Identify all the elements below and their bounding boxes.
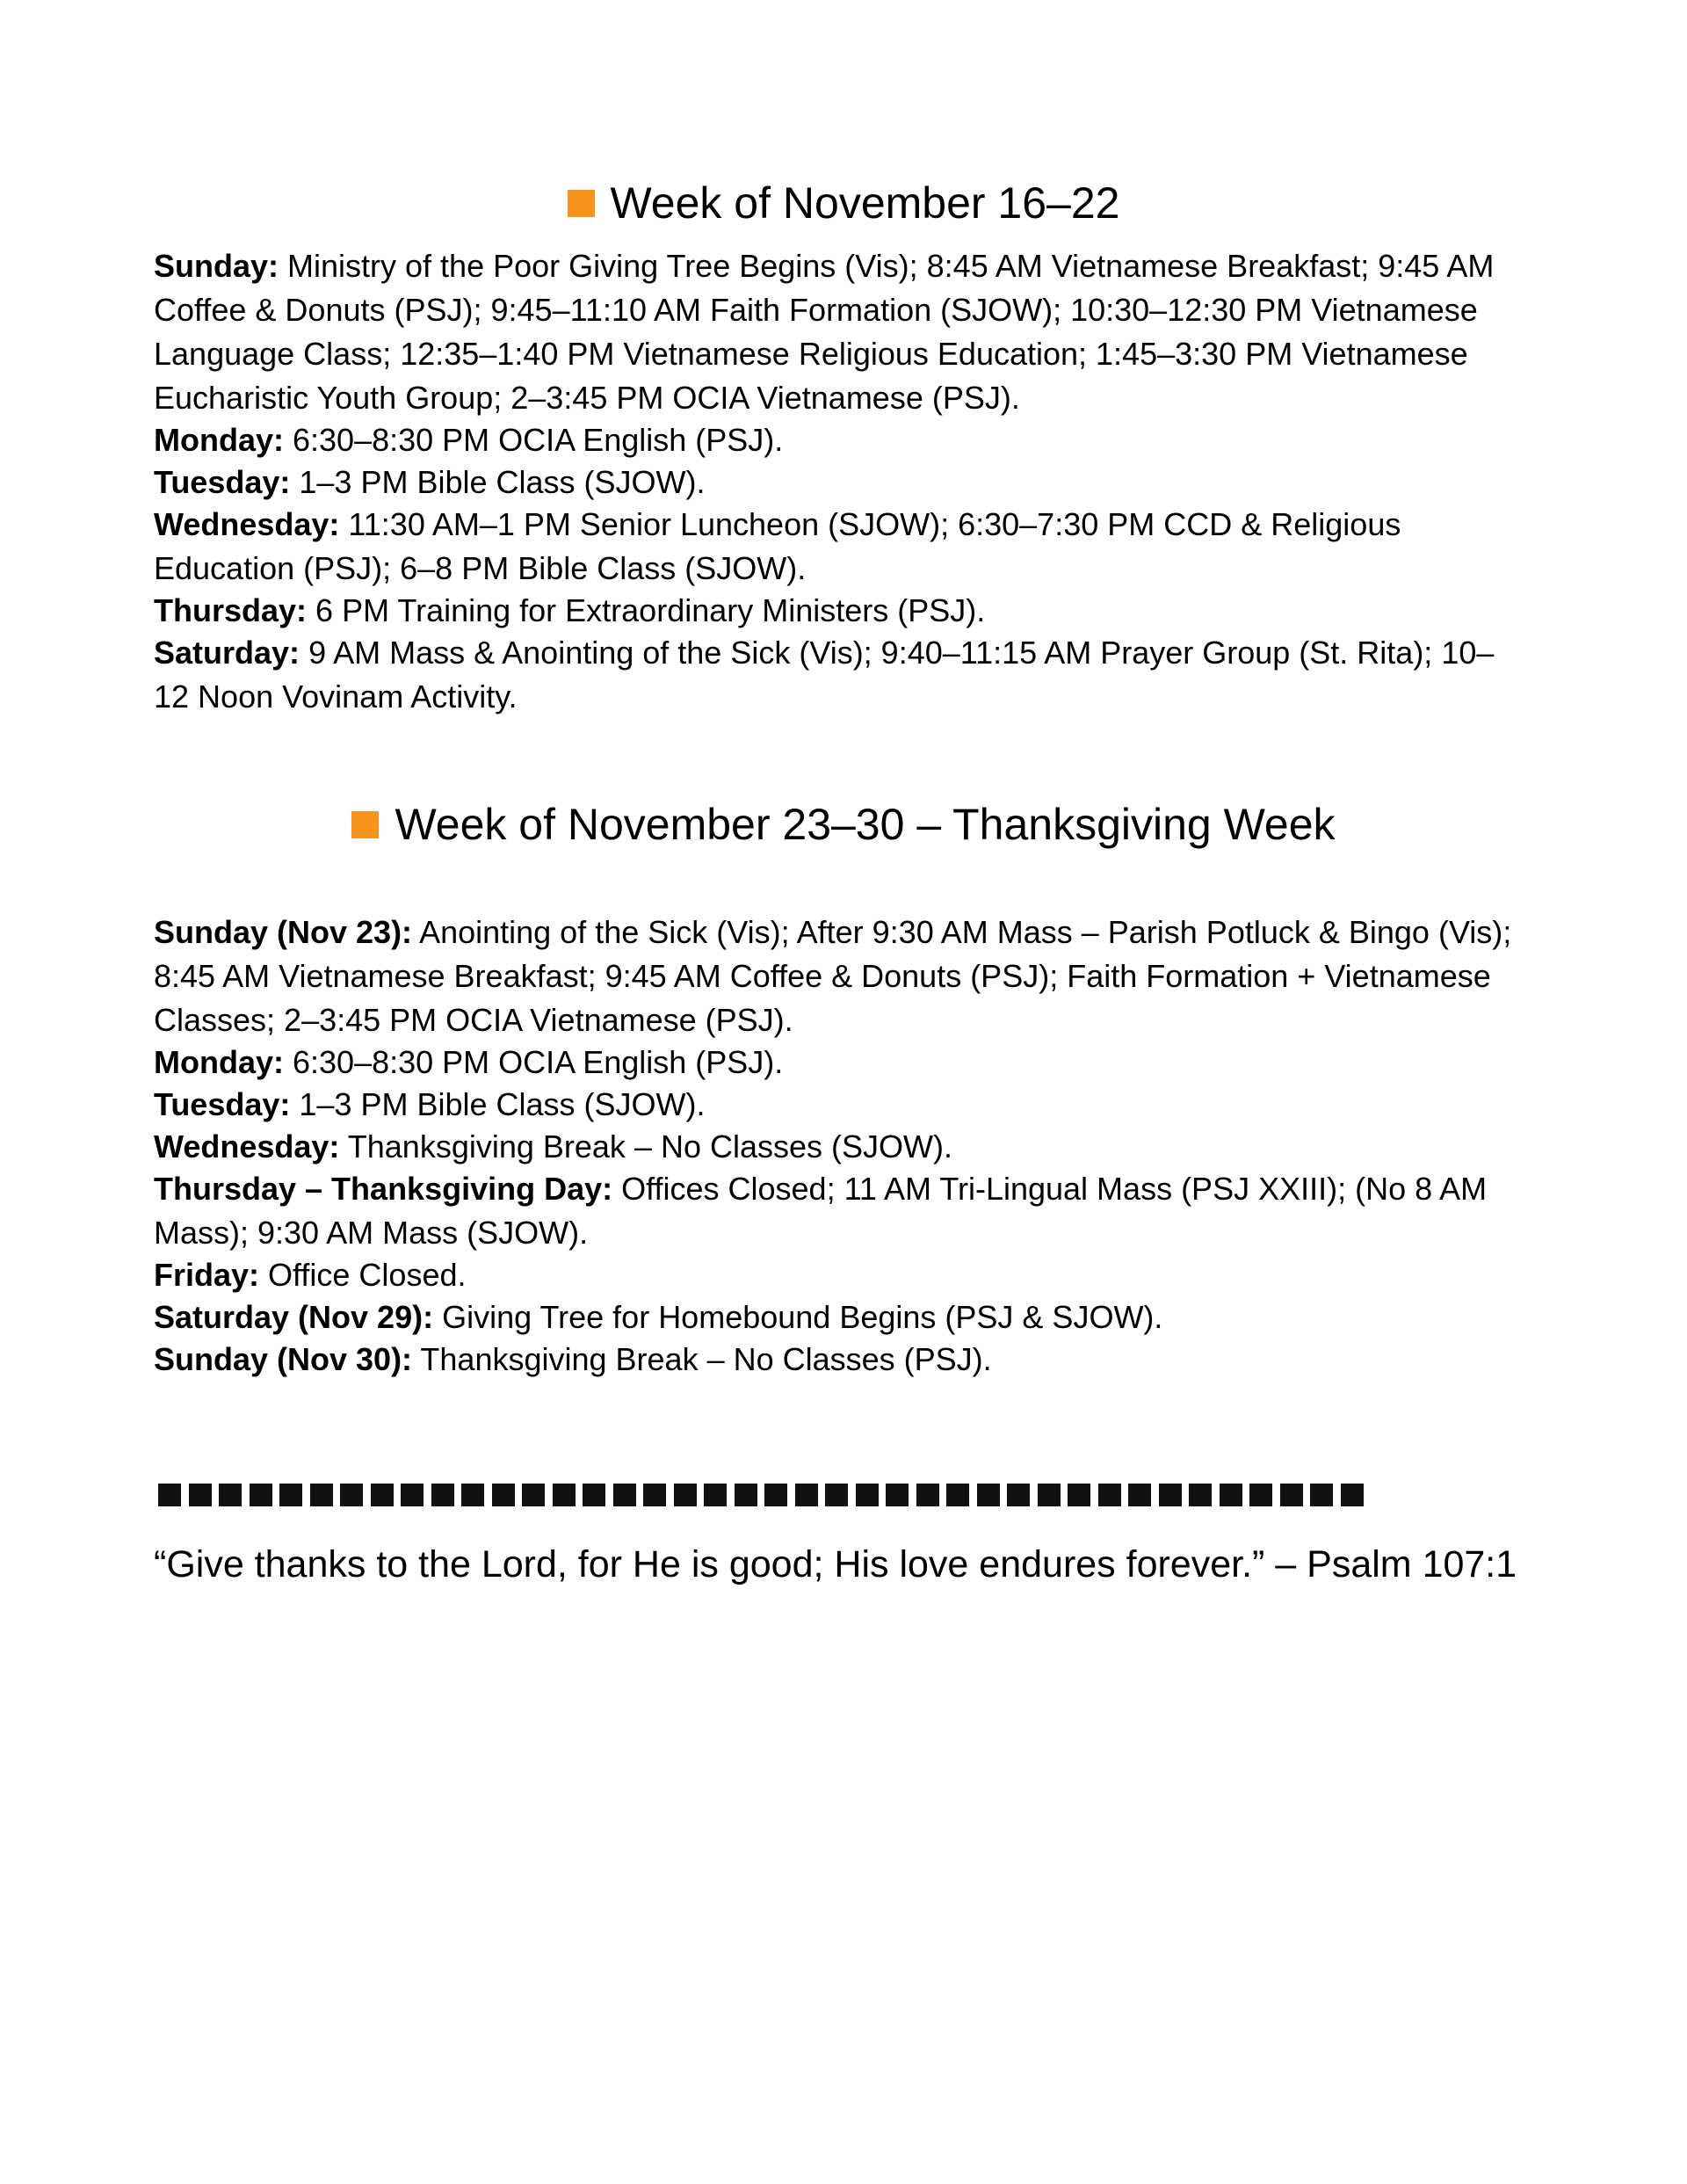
entry-details: Giving Tree for Homebound Begins (PSJ & SJOW). — [442, 1299, 1163, 1335]
closing-scripture-quote: “Give thanks to the Lord, for He is good; His love endures forever.” – Psalm 107:1 — [154, 1543, 1517, 1585]
schedule-entry-sunday-nov-23 — [154, 911, 1524, 1042]
week-heading-text: Week of November 23–30 – Thanksgiving Week — [395, 800, 1336, 849]
entry-day-label: Sunday: — [154, 248, 279, 284]
black-square-icon — [764, 1484, 787, 1506]
schedule-entry-monday — [154, 1041, 1524, 1085]
schedule-entry-saturday-nov-29 — [154, 1295, 1524, 1339]
entry-details: 9 AM Mass & Anointing of the Sick (Vis); 9:40–11:15 AM Prayer Group (St. Rita); 10–12 Noon Vovinam Activity. — [154, 635, 1495, 715]
schedule-entry-thursday — [154, 589, 1524, 633]
black-square-icon — [1128, 1484, 1151, 1506]
schedule-entry-sunday-nov-30 — [154, 1338, 1524, 1382]
black-square-icon — [795, 1484, 818, 1506]
entry-details: 1–3 PM Bible Class (SJOW). — [299, 464, 706, 500]
schedule-entry-friday — [154, 1253, 1524, 1297]
entry-details: Thanksgiving Break – No Classes (SJOW). — [347, 1128, 952, 1165]
entry-details: 6:30–8:30 PM OCIA English (PSJ). — [293, 422, 784, 458]
black-square-icon — [431, 1484, 454, 1506]
black-square-icon — [1310, 1484, 1333, 1506]
black-square-icon — [1220, 1484, 1242, 1506]
black-square-icon — [825, 1484, 848, 1506]
black-square-icon — [250, 1484, 272, 1506]
week-heading-text: Week of November 16–22 — [610, 178, 1120, 228]
entry-details: Ministry of the Poor Giving Tree Begins (Vis); 8:45 AM Vietnamese Breakfast; 9:45 AM Coffee & Donuts (PSJ); 9:45–11:10 AM Faith Formation (SJOW); 10:30–12:30 PM Vietnamese Language Class; 12:35–1:40 PM Vietnamese Religious Education; 1:45–3:30 PM Vietnamese Eucharistic Youth Group; 2–3:45 PM OCIA Vietnamese (PSJ). — [154, 248, 1495, 416]
entry-details: Anointing of the Sick (Vis); After 9:30 AM Mass – Parish Potluck & Bingo (Vis); 8:45 AM Vietnamese Breakfast; 9:45 AM Coffee & Donuts (PSJ); Faith Formation + Vietnamese Classes; 2–3:45 PM OCIA Vietnamese (PSJ). — [154, 914, 1512, 1038]
black-square-icon — [553, 1484, 576, 1506]
black-square-icon — [279, 1484, 302, 1506]
entry-day-label: Tuesday: — [154, 464, 291, 500]
schedule-entry-wednesday — [154, 1125, 1524, 1169]
entry-day-label: Saturday: — [154, 635, 300, 671]
black-square-icon — [1098, 1484, 1121, 1506]
entry-day-label: Monday: — [154, 1044, 284, 1080]
black-square-icon — [1007, 1484, 1030, 1506]
entry-day-label: Sunday (Nov 30): — [154, 1341, 413, 1377]
orange-square-icon — [568, 190, 595, 217]
schedule-entry-sunday — [154, 244, 1524, 420]
black-square-icon — [613, 1484, 636, 1506]
entry-details: 6 PM Training for Extraordinary Ministers (PSJ). — [315, 592, 986, 628]
black-square-icon — [340, 1484, 363, 1506]
black-square-icon — [1280, 1484, 1303, 1506]
black-square-icon — [189, 1484, 212, 1506]
black-square-icon — [1068, 1484, 1090, 1506]
black-square-icon — [219, 1484, 242, 1506]
entry-day-label: Wednesday: — [154, 506, 340, 542]
black-square-icon — [916, 1484, 939, 1506]
orange-square-icon — [351, 811, 379, 838]
schedule-entry-thursday-thanksgiving — [154, 1167, 1524, 1255]
entry-details: 11:30 AM–1 PM Senior Luncheon (SJOW); 6:30–7:30 PM CCD & Religious Education (PSJ); 6–8 PM Bible Class (SJOW). — [154, 506, 1401, 586]
entry-details: Thanksgiving Break – No Classes (PSJ). — [420, 1341, 992, 1377]
black-square-icon — [977, 1484, 1000, 1506]
black-square-icon — [856, 1484, 879, 1506]
black-square-icon — [643, 1484, 666, 1506]
black-square-icon — [461, 1484, 484, 1506]
black-square-icon — [1159, 1484, 1182, 1506]
schedule-entry-tuesday — [154, 461, 1524, 504]
black-square-icon — [946, 1484, 969, 1506]
week-schedule-nov-23-30 — [154, 911, 1524, 1382]
black-square-icon — [886, 1484, 909, 1506]
schedule-entry-wednesday — [154, 503, 1524, 591]
black-square-icon — [401, 1484, 424, 1506]
entry-details: 1–3 PM Bible Class (SJOW). — [299, 1086, 706, 1122]
black-square-icon — [371, 1484, 394, 1506]
week-schedule-nov-16-22 — [154, 244, 1524, 719]
black-square-icon — [735, 1484, 757, 1506]
entry-day-label: Friday: — [154, 1257, 260, 1293]
entry-details: Offices Closed; 11 AM Tri-Lingual Mass (PSJ XXIII); (No 8 AM Mass); 9:30 AM Mass (SJOW). — [154, 1171, 1488, 1251]
black-square-icon — [158, 1484, 181, 1506]
black-square-icon — [1249, 1484, 1272, 1506]
black-square-icon — [583, 1484, 605, 1506]
black-square-icon — [674, 1484, 697, 1506]
square-divider — [158, 1484, 1364, 1506]
week-heading-nov-23-30 — [0, 798, 1687, 851]
schedule-entry-monday — [154, 418, 1524, 462]
black-square-icon — [1038, 1484, 1061, 1506]
entry-day-label: Sunday (Nov 23): — [154, 914, 413, 950]
entry-details: Office Closed. — [268, 1257, 467, 1293]
entry-day-label: Tuesday: — [154, 1086, 291, 1122]
entry-day-label: Thursday: — [154, 592, 308, 628]
black-square-icon — [704, 1484, 727, 1506]
entry-day-label: Thursday – Thanksgiving Day: — [154, 1171, 613, 1207]
schedule-entry-tuesday — [154, 1083, 1524, 1127]
black-square-icon — [310, 1484, 333, 1506]
entry-day-label: Wednesday: — [154, 1128, 340, 1165]
entry-details: 6:30–8:30 PM OCIA English (PSJ). — [293, 1044, 784, 1080]
black-square-icon — [522, 1484, 545, 1506]
week-heading-nov-16-22 — [0, 177, 1687, 229]
black-square-icon — [492, 1484, 515, 1506]
black-square-icon — [1189, 1484, 1212, 1506]
entry-day-label: Monday: — [154, 422, 284, 458]
black-square-icon — [1341, 1484, 1364, 1506]
entry-day-label: Saturday (Nov 29): — [154, 1299, 434, 1335]
schedule-entry-saturday — [154, 631, 1524, 719]
